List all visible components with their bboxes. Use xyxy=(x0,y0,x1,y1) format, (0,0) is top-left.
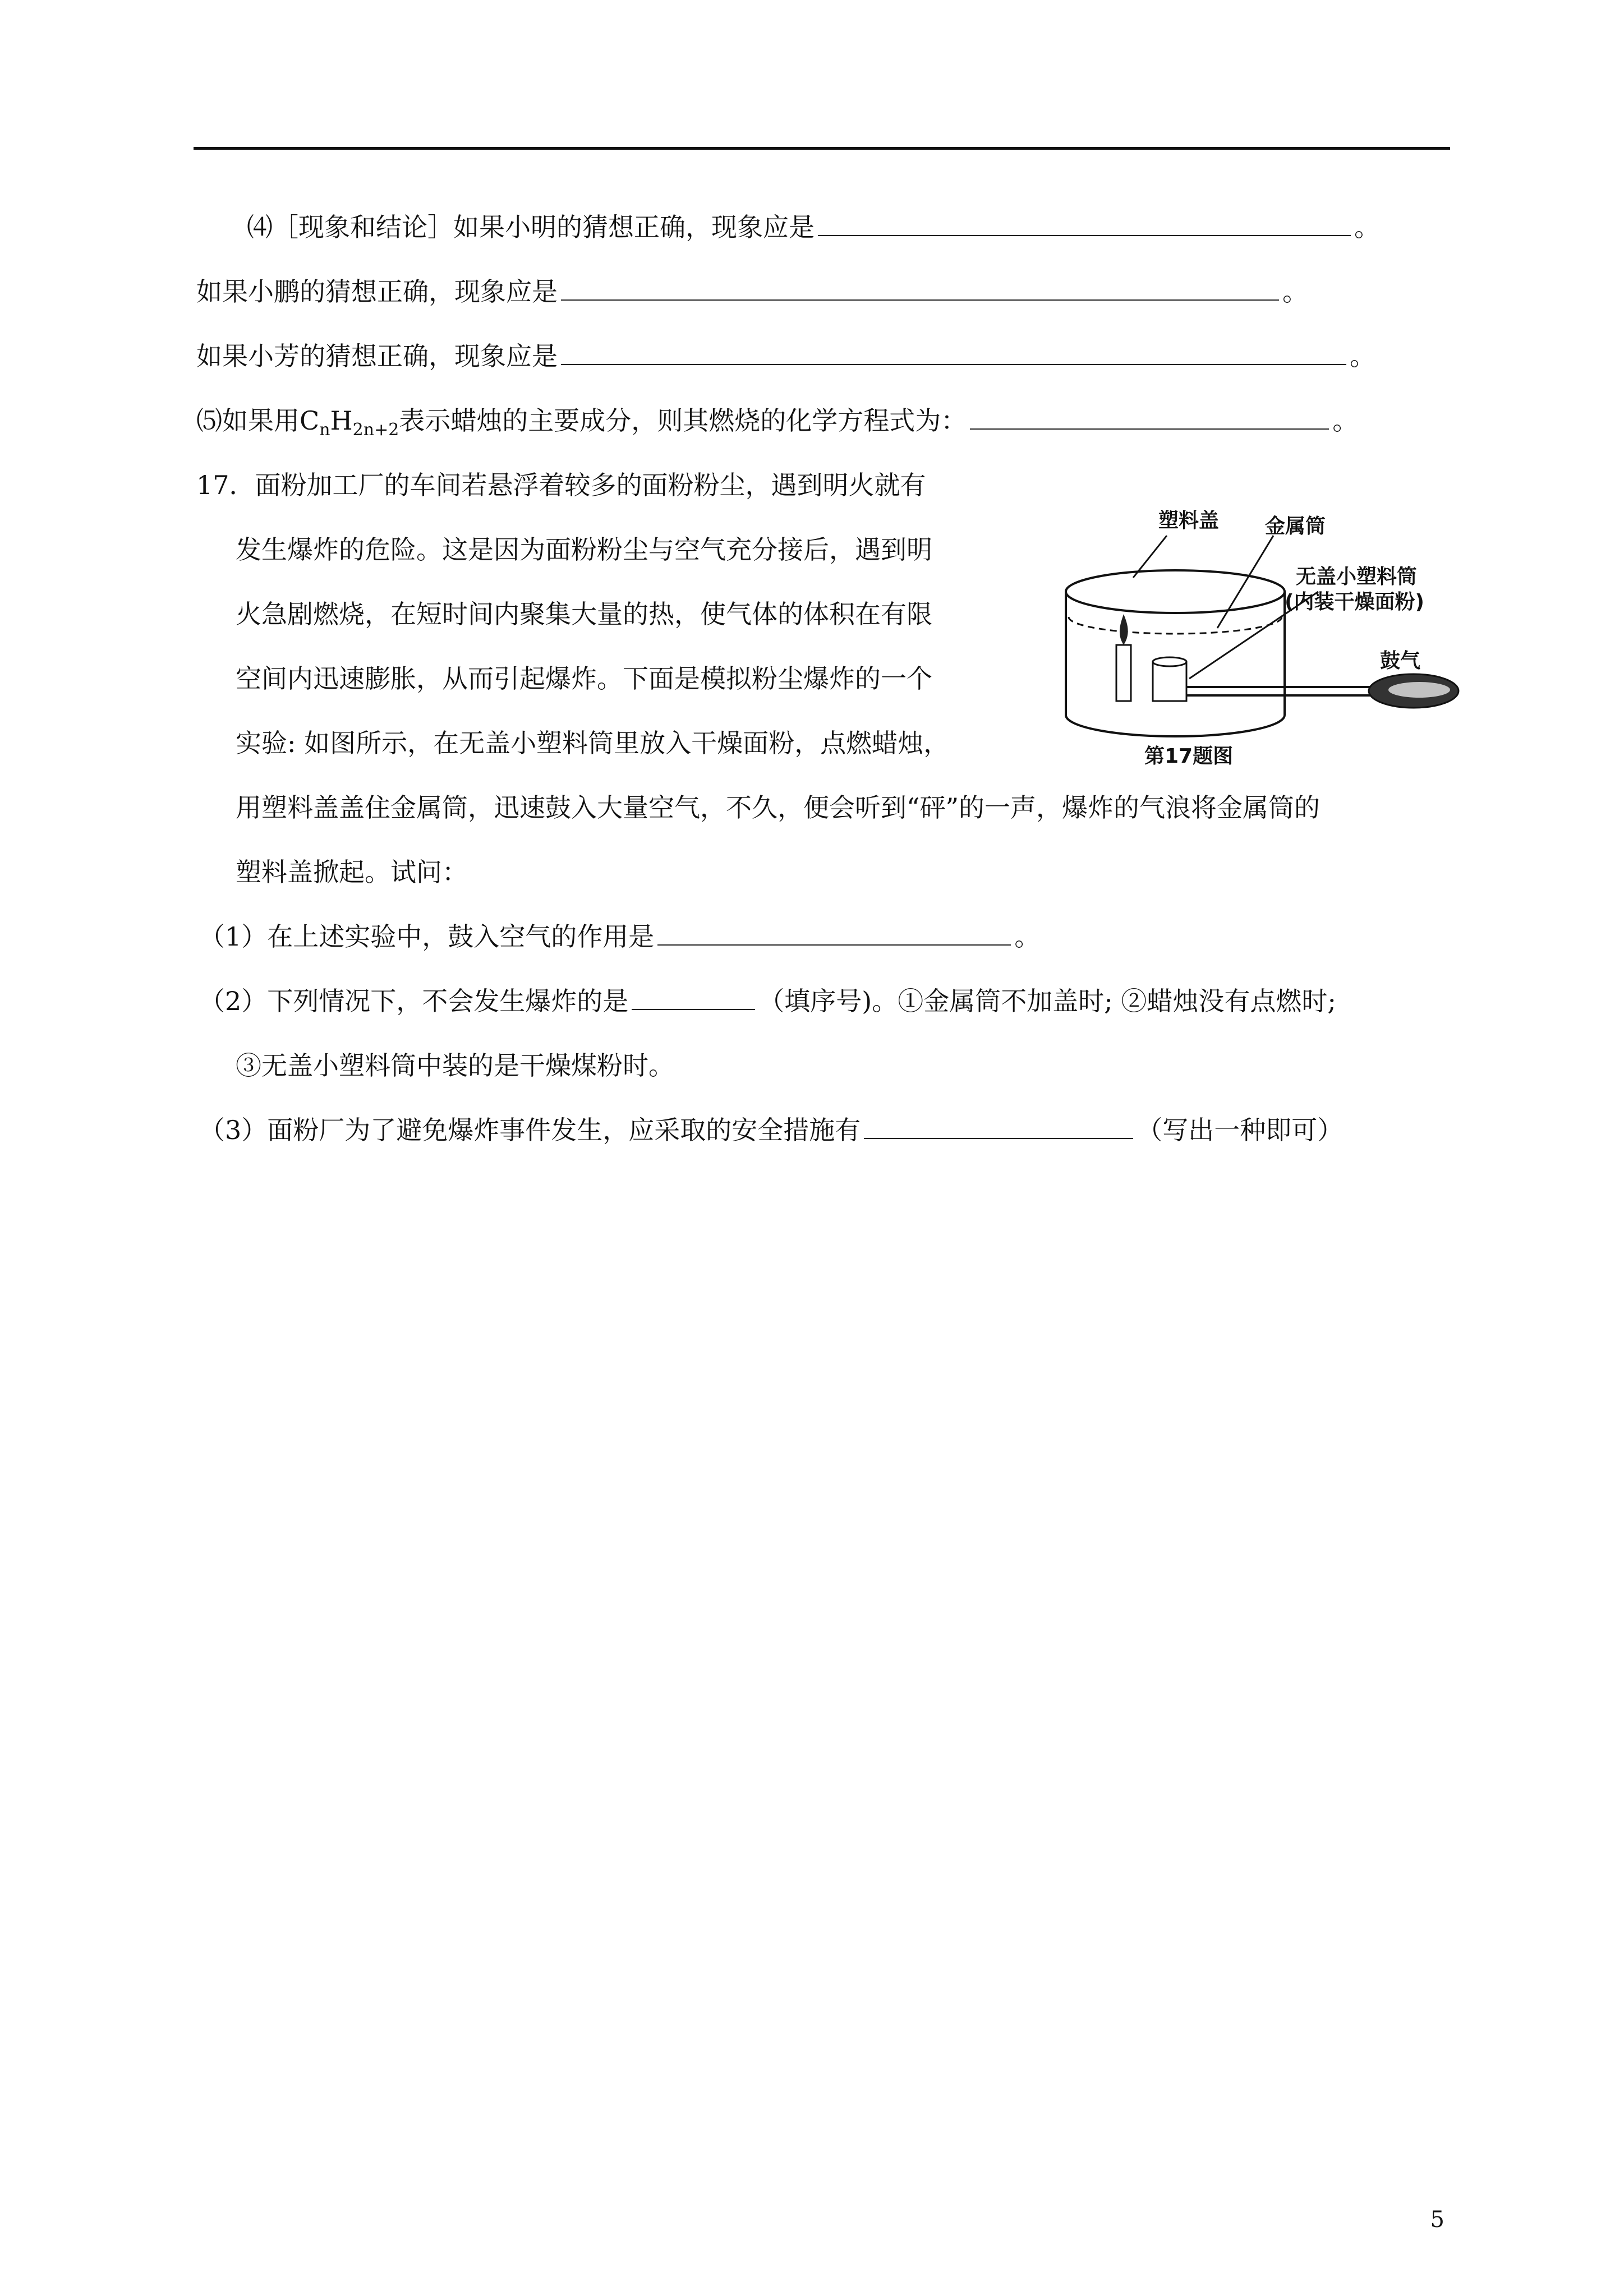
q17-sub3-text: （3）面粉厂为了避免爆炸事件发生，应采取的安全措施有 xyxy=(199,1115,861,1145)
q16-part5-text: ⑸如果用 xyxy=(196,405,300,436)
q17-sub3-line xyxy=(199,1113,1343,1147)
q17-line6: 用塑料盖盖住金属筒，迅速鼓入大量空气，不久，便会听到“砰”的一声，爆炸的气浪将金属筒的 xyxy=(236,792,1321,823)
q16-part4-text: ⑷［现象和结论］如果小明的猜想正确，现象应是 xyxy=(247,212,815,242)
figure-caption: 第17题图 xyxy=(1144,745,1234,768)
q17-line3: 火急剧燃烧，在短时间内聚集大量的热，使气体的体积在有限 xyxy=(236,599,932,629)
q16-part5-line xyxy=(196,404,1358,447)
formula: $C_nH_{2n+2}$ xyxy=(300,405,399,440)
q17-sub1-line xyxy=(199,920,1040,953)
punct: 。 xyxy=(1354,212,1380,242)
q17-line5: 实验: 如图所示，在无盖小塑料筒里放入干燥面粉，点燃蜡烛， xyxy=(236,728,950,758)
answer-blank[interactable] xyxy=(864,1115,1133,1139)
answer-blank[interactable] xyxy=(561,277,1279,301)
page-number: 5 xyxy=(1430,2207,1444,2233)
label-small-cup-note: (内装干燥面粉) xyxy=(1285,591,1424,614)
apparatus-illustration xyxy=(1038,494,1464,751)
header-rule xyxy=(194,147,1450,150)
label-metal-can: 金属筒 xyxy=(1265,515,1326,538)
label-blow-air: 鼓气 xyxy=(1380,649,1421,672)
q16-part5-text2: 表示蜡烛的主要成分，则其燃烧的化学方程式为： xyxy=(399,405,967,436)
punct: 。 xyxy=(1350,341,1375,371)
q17-sub2-text: （2）下列情况下，不会发生爆炸的是 xyxy=(199,986,629,1016)
q17-line2: 发生爆炸的危险。这是因为面粉粉尘与空气充分接后，遇到明 xyxy=(236,534,932,565)
q16-fang-line xyxy=(196,339,1375,373)
q17-sub1-text: （1）在上述实验中，鼓入空气的作用是 xyxy=(199,921,655,952)
q17-sub3-text2: （写出一种即可） xyxy=(1137,1115,1344,1145)
answer-blank[interactable] xyxy=(632,986,755,1010)
figure-17 xyxy=(1038,494,1464,785)
q17-sub2-text2: （填序号)。①金属筒不加盖时; ②蜡烛没有点燃时; xyxy=(758,986,1336,1016)
punct: 。 xyxy=(1014,921,1041,952)
punct: 。 xyxy=(1332,405,1359,436)
answer-blank[interactable] xyxy=(818,213,1351,236)
label-plastic-lid: 塑料盖 xyxy=(1158,509,1220,532)
q16-fang-text: 如果小芳的猜想正确，现象应是 xyxy=(196,341,558,371)
answer-blank[interactable] xyxy=(657,922,1011,946)
q17-line4: 空间内迅速膨胀，从而引起爆炸。下面是模拟粉尘爆炸的一个 xyxy=(236,663,932,694)
answer-blank[interactable] xyxy=(970,406,1329,430)
q16-peng-line xyxy=(196,275,1308,308)
answer-blank[interactable] xyxy=(561,342,1346,365)
label-small-cup: 无盖小塑料筒 xyxy=(1296,565,1418,588)
punct: 。 xyxy=(1282,276,1308,307)
q17-sub2-line xyxy=(199,984,1336,1018)
q16-part4-line xyxy=(247,210,1380,244)
q17-sub2-line2: ③无盖小塑料筒中装的是干燥煤粉时。 xyxy=(236,1050,674,1081)
q16-peng-text: 如果小鹏的猜想正确，现象应是 xyxy=(196,276,558,307)
q17-line7: 塑料盖掀起。试问： xyxy=(236,857,468,887)
q17-line1: 17．面粉加工厂的车间若悬浮着较多的面粉粉尘，遇到明火就有 xyxy=(196,470,926,500)
